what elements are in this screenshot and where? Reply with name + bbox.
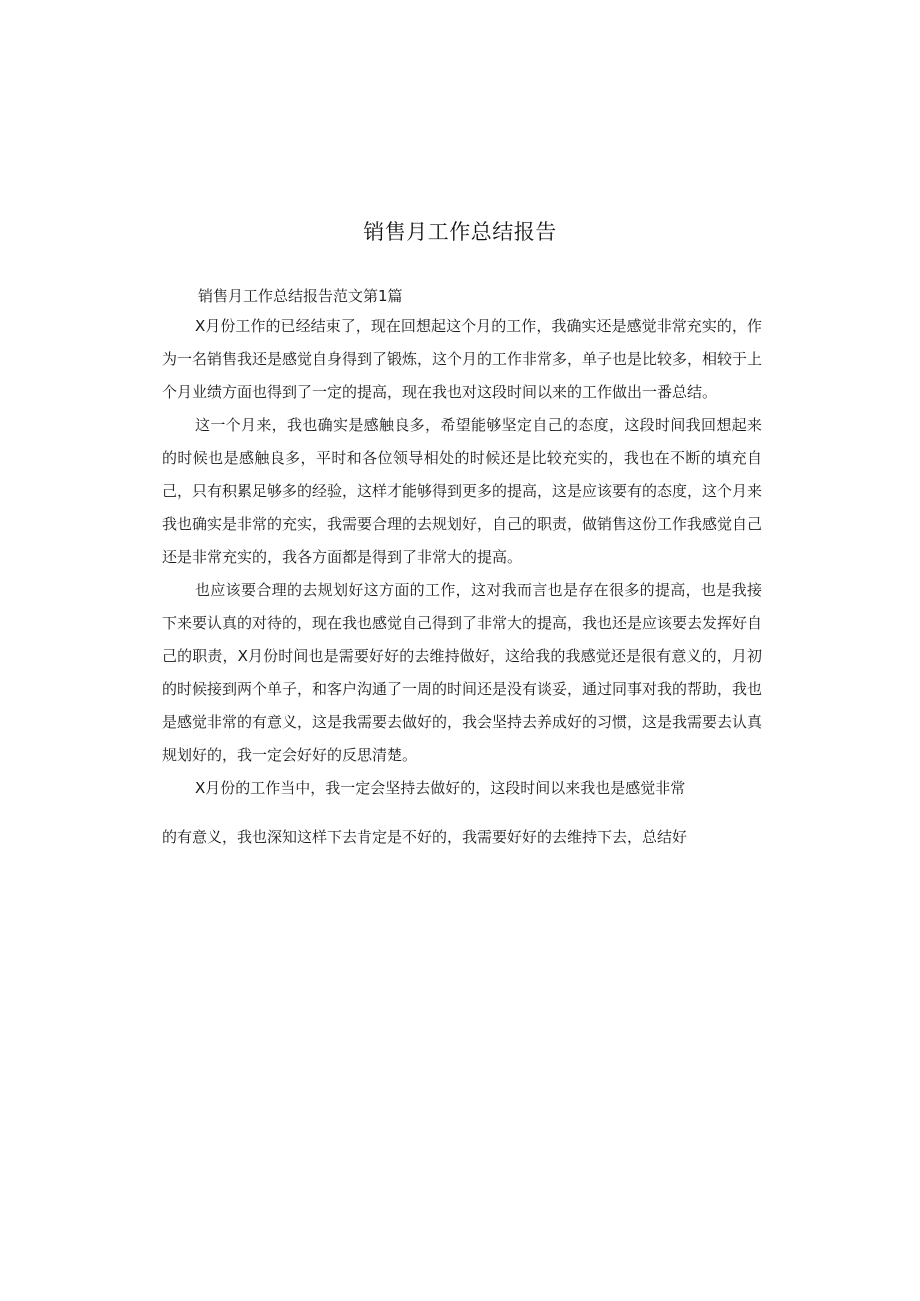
paragraph-4-line-2: 的有意义，我也深知这样下去肯定是不好的，我需要好好的去维持下去，总结好 bbox=[162, 828, 688, 846]
document-body bbox=[162, 282, 762, 854]
paragraph-3: 也应该要合理的去规划好这方面的工作，这对我而言也是存在很多的提高，也是我接下来要认真的对待的，现在我也感觉自己得到了非常大的提高，我也还是应该要去发挥好自己的职责，X月份时间也是需要好好的去维持做好，这给我的我感觉还是很有意义的，月初的时候接到两个单子，和客户沟通了一周的时间还是没有谈妥，通过同事对我的帮助，我也是感觉非常的有意义，这是我需要去做好的，我会坚持去养成好的习惯，这是我需要去认真规划好的，我一定会好好的反思清楚。 bbox=[162, 581, 763, 764]
paragraph-4-line-1: X月份的工作当中，我一定会坚持去做好的，这段时间以来我也是感觉非常 bbox=[195, 779, 686, 797]
paragraph-1: X月份工作的已经结束了，现在回想起这个月的工作，我确实还是感觉非常充实的，作为一名销售我还是感觉自身得到了锻炼，这个月的工作非常多，单子也是比较多，相较于上个月业绩方面也得到了一定的提高，现在我也对这段时间以来的工作做出一番总结。 bbox=[162, 317, 763, 401]
document-subtitle: 销售月工作总结报告范文第1篇 bbox=[198, 287, 403, 305]
paragraph-4 bbox=[162, 772, 762, 854]
paragraph-2: 这一个月来，我也确实是感触良多，希望能够坚定自己的态度，这段时间我回想起来的时候也是感触良多，平时和各位领导相处的时候还是比较充实的，我也在不断的填充自己，只有积累足够多的经验，这样才能够得到更多的提高，这是应该要有的态度，这个月来我也确实是非常的充实，我需要合理的去规划好，自己的职责，做销售这份工作我感觉自己还是非常充实的，我各方面都是得到了非常大的提高。 bbox=[162, 416, 763, 566]
document-title: 销售月工作总结报告 bbox=[363, 220, 557, 244]
